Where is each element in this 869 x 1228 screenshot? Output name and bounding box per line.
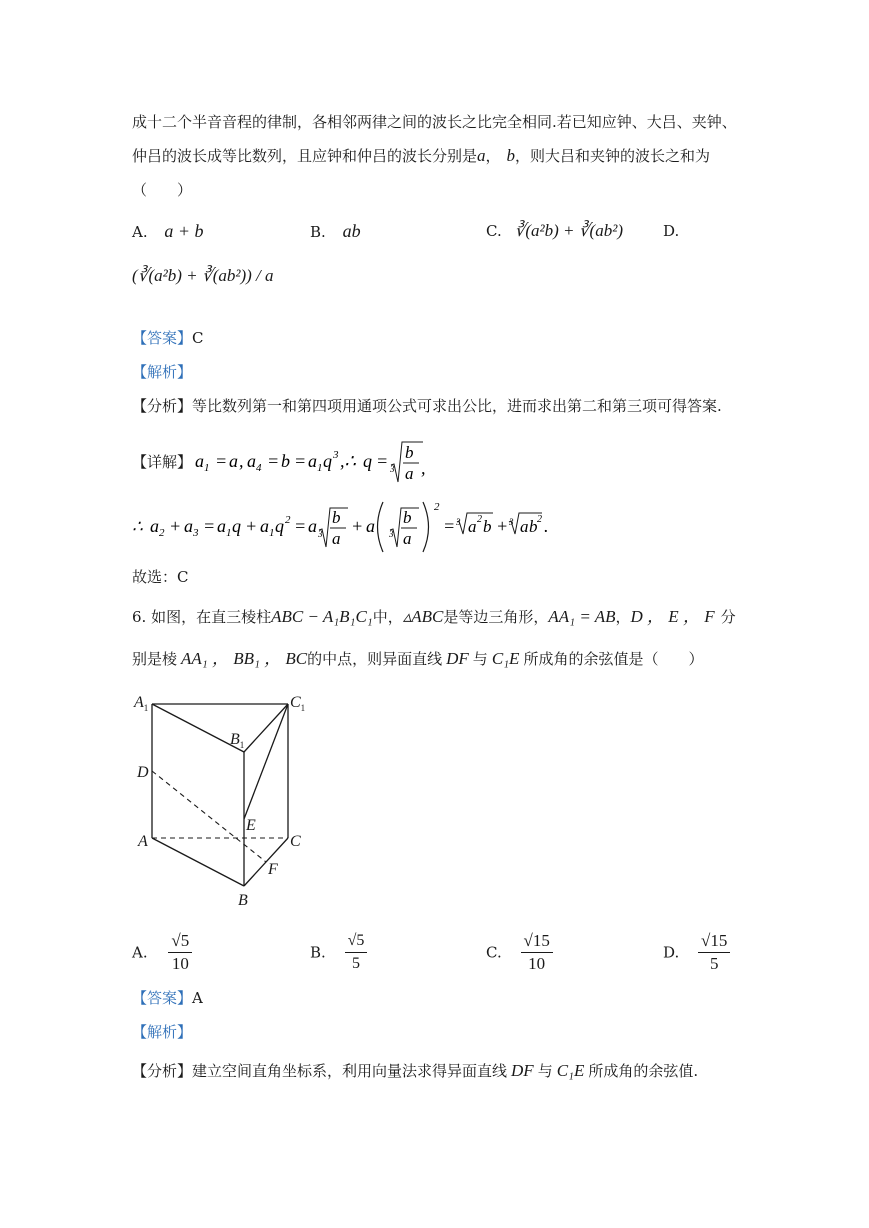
svg-text:=: = (203, 516, 216, 536)
svg-text:1: 1 (226, 527, 232, 539)
q6-stem-text: 的中点，则异面直线 (307, 650, 443, 668)
option-fraction (168, 930, 192, 975)
q5-option-a[interactable] (132, 221, 204, 242)
q6-stem-text: 所成角的余弦值是（ ） (523, 650, 704, 668)
fraction-numerator: √5 (345, 930, 368, 953)
svg-text:.: . (544, 516, 549, 536)
svg-text:a: a (150, 516, 159, 536)
svg-text:F: F (268, 861, 278, 878)
fraction-numerator: √15 (698, 930, 730, 953)
q6-stem-text: 6. 如图，在直三棱柱 (132, 608, 272, 626)
svg-text:a: a (260, 516, 269, 536)
option-expr: ∛(a²b) + ∛(ab²) (514, 221, 623, 240)
svg-text:1: 1 (269, 527, 275, 539)
svg-text:,: , (421, 458, 426, 478)
option-expr: a + b (164, 221, 204, 241)
fenxi-text: 等比数列第一和第四项用通项公式可求出公比，进而求出第二和第三项可得答案. (192, 397, 722, 415)
q6-stem-line1: 6. 如图，在直三棱柱ABC − A₁B₁C₁中，▵ABC是等边三角形，AA₁ = AB，D ， E ， F 分 (132, 607, 736, 626)
svg-text:b: b (405, 443, 414, 462)
q5-detail-tag: 【详解】 (132, 453, 193, 471)
svg-text:C: C (290, 833, 301, 850)
svg-text:C1: $C_1$ (290, 694, 306, 713)
fraction-numerator: √5 (168, 930, 192, 953)
svg-text:1: 1 (204, 462, 210, 474)
q5-paren: （ ） (132, 181, 193, 199)
q6-fenxi (132, 1061, 698, 1081)
option-fraction (521, 930, 553, 975)
q6-stem-line2 (132, 649, 703, 669)
answer-value: A (192, 989, 203, 1007)
fenxi-text: 所成角的余弦值. (588, 1062, 699, 1080)
triangle-name: ▵ABC (402, 607, 444, 626)
svg-text:a: a (520, 517, 529, 536)
option-label: C. (486, 943, 502, 962)
option-label: B. (310, 223, 326, 241)
q6-option-c[interactable] (486, 930, 553, 975)
svg-text:2: 2 (537, 514, 542, 525)
fenxi-text: 建立空间直角坐标系，利用向量法求得异面直线 (192, 1062, 508, 1080)
q5-option-c[interactable] (486, 221, 623, 241)
svg-text:D: D (137, 764, 149, 781)
q5-stem-text2b: ，则大吕和夹钟的波长之和为 (515, 147, 711, 165)
var-b: b (506, 146, 516, 165)
option-label: D. (663, 943, 680, 962)
q5-stem-line2: 仲吕的波长成等比数列，且应钟和仲吕的波长分别是a， b，则大吕和夹钟的波长之和为 (132, 146, 711, 165)
svg-text:a: a (366, 516, 375, 536)
fraction-denominator: 10 (528, 954, 546, 973)
svg-text:3: 3 (333, 449, 339, 461)
prism-figure (132, 688, 312, 910)
fraction-denominator: 10 (171, 954, 189, 973)
q5-conclusion: 故选：C (132, 568, 189, 586)
svg-text:∴: ∴ (132, 517, 143, 536)
prism-name: ABC − A₁B₁C₁ (271, 607, 373, 626)
svg-text:=: = (443, 516, 456, 536)
svg-text:b: b (529, 517, 538, 536)
q5-detail-formula-2 (132, 498, 532, 558)
option-label: A. (132, 943, 148, 962)
svg-text:=: = (376, 451, 389, 471)
fraction-numerator: √15 (521, 930, 553, 953)
svg-text:a: a (308, 451, 317, 471)
svg-text:q: q (363, 451, 372, 471)
q5-option-b[interactable] (310, 221, 361, 242)
svg-text:3: 3 (193, 527, 199, 539)
svg-text:b: b (332, 508, 341, 527)
prism-edges (152, 704, 288, 886)
option-fraction (345, 930, 368, 975)
svg-text:a: a (229, 451, 238, 471)
q6-option-a[interactable] (132, 930, 192, 975)
svg-text:=: = (267, 451, 280, 471)
svg-text:b: b (483, 517, 492, 536)
svg-text:+: + (496, 516, 509, 536)
line-c1e: C₁E (491, 649, 520, 668)
svg-text:2: 2 (285, 514, 291, 526)
var-a: a (477, 146, 486, 165)
answer-tag: 【答案】 (132, 989, 193, 1007)
q5-stem-text1: 成十二个半音音程的律制，各相邻两律之间的波长之比完全相同.若已知应钟、大吕、夹钟、 (132, 113, 737, 131)
svg-text:,∴: ,∴ (340, 451, 356, 471)
svg-text:+: + (245, 516, 258, 536)
svg-text:=: = (294, 516, 307, 536)
fraction-denominator: 5 (351, 955, 360, 972)
svg-text:3: 3 (389, 529, 394, 539)
fenxi-tag: 【分析】 (132, 397, 193, 415)
q5-fenxi (132, 396, 722, 416)
svg-text:a: a (184, 516, 193, 536)
svg-text:a: a (217, 516, 226, 536)
svg-text:b: b (403, 508, 412, 527)
svg-text:a: a (247, 451, 256, 471)
q5-analysis-tag: 【解析】 (132, 363, 193, 381)
svg-text:a: a (468, 517, 477, 536)
q5-answer (132, 328, 204, 348)
q5-stem-line1 (132, 112, 737, 132)
svg-text:a: a (403, 529, 412, 548)
option-label: B. (310, 943, 326, 962)
points-def: D ， E ， F (630, 607, 715, 626)
q5-option-d-expr[interactable] (132, 266, 274, 286)
q6-stem-text: 与 (472, 650, 488, 668)
option-label: C. (486, 222, 502, 240)
svg-text:a: a (332, 529, 341, 548)
option-fraction (698, 930, 730, 975)
svg-text:2: 2 (434, 501, 440, 513)
answer-value: C (192, 329, 204, 347)
svg-text:q: q (323, 451, 332, 471)
svg-text:+: + (351, 516, 364, 536)
q6-stem-text: 是等边三角形， (443, 608, 549, 626)
svg-text:2: 2 (159, 527, 165, 539)
answer-tag: 【答案】 (132, 329, 193, 347)
option-label: A. (132, 223, 148, 241)
q6-answer (132, 988, 203, 1008)
line-c1e: C₁E (556, 1061, 585, 1080)
svg-text:1: 1 (317, 462, 323, 474)
q6-stem-text: 别是棱 (132, 650, 178, 668)
svg-text:a: a (308, 516, 317, 536)
line-df: DF (511, 1061, 534, 1080)
svg-text:A1: $A_1$ (134, 694, 149, 713)
svg-text:B: B (238, 892, 248, 909)
q5-stem-text2a: 仲吕的波长成等比数列，且应钟和仲吕的波长分别是 (132, 147, 478, 165)
svg-text:a: a (405, 464, 414, 483)
svg-text:q: q (275, 516, 284, 536)
option-label: D. (663, 222, 680, 240)
svg-text:=: = (215, 451, 228, 471)
q6-stem-text: 中， (372, 608, 403, 626)
fenxi-text: 与 (537, 1062, 553, 1080)
fenxi-tag: 【分析】 (132, 1062, 193, 1080)
svg-text:q: q (232, 516, 241, 536)
svg-text:3: 3 (509, 517, 514, 527)
svg-text:A: A (138, 833, 148, 850)
q5-option-d-label[interactable] (663, 221, 679, 241)
svg-text:,: , (239, 451, 244, 471)
edges-def: AA₁ ， BB₁ ， BC (181, 649, 308, 668)
svg-text:=: = (294, 451, 307, 471)
svg-text:4: 4 (256, 462, 262, 474)
line-df: DF (446, 649, 469, 668)
svg-text:2: 2 (477, 514, 482, 525)
q6-analysis-tag: 【解析】 (132, 1023, 193, 1041)
svg-text:B1: $B_1$ (230, 731, 245, 750)
svg-text:3: 3 (390, 464, 395, 474)
svg-text:b: b (281, 451, 290, 471)
option-expr: (∛(a²b) + ∛(ab²)) / a (132, 266, 274, 285)
q6-stem-text: 分 (720, 608, 736, 626)
fraction-denominator: 5 (709, 954, 719, 973)
svg-text:3: 3 (456, 517, 461, 527)
equal-edges: AA₁ = AB (548, 607, 616, 626)
svg-text:3: 3 (318, 529, 323, 539)
q5-detail-formula-1 (195, 434, 425, 490)
q6-option-b[interactable] (310, 930, 367, 975)
q6-option-d[interactable] (663, 930, 730, 975)
svg-text:a: a (195, 451, 204, 471)
svg-text:+: + (169, 516, 182, 536)
q5-detail-formula-2b (508, 498, 548, 558)
option-expr: ab (342, 221, 361, 241)
svg-text:E: E (246, 817, 256, 834)
